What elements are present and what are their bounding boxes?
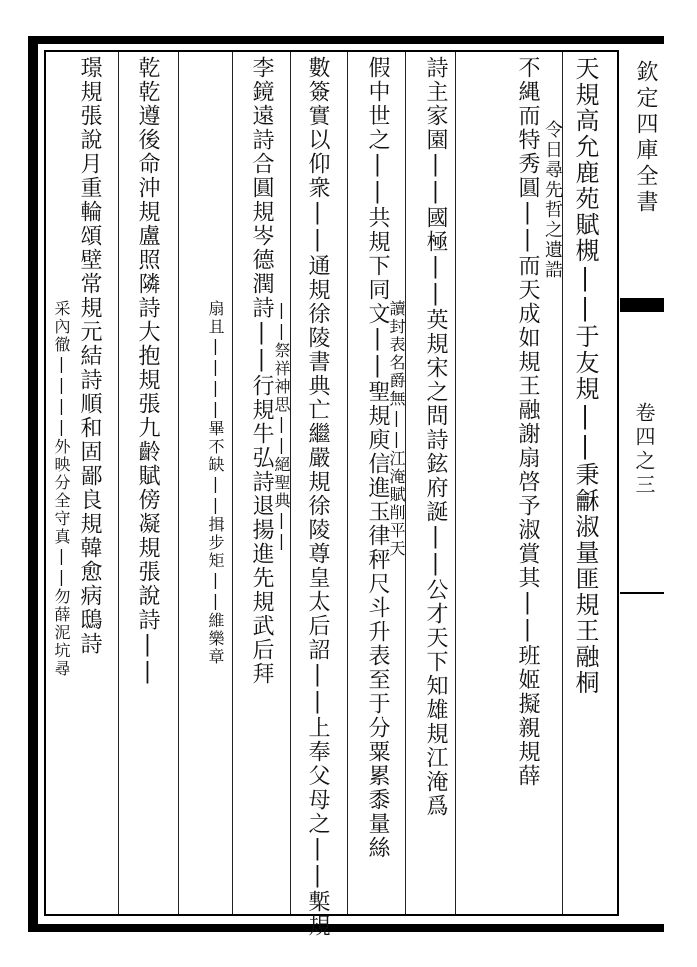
- text-column-2: 令日尋先哲之遺誥: [542, 120, 563, 280]
- book-title: 欽定四庫全書: [633, 60, 658, 216]
- frame-border-bottom: [28, 924, 664, 932]
- column-rule: [347, 52, 348, 914]
- text-column-10: 扇且||||畢不缺||揖步矩||維樂章: [206, 300, 225, 666]
- fishtail-mark: [620, 298, 664, 312]
- frame-border-left: [28, 36, 38, 932]
- text-column-14: 采內徹||||外映分全守真||勿薛泥坑尋: [52, 300, 71, 678]
- column-rule: [232, 52, 233, 914]
- text-column-6: 讀封表名爵無||江淹賦削平天: [387, 300, 406, 558]
- text-column-11: 乾乾遵後命沖規盧照隣詩大抱規張九齡賦傍凝規張說詩||: [135, 56, 160, 686]
- text-column-7: 數簽實以仰衆||通規徐陵書典亡繼嚴規徐陵尊皇太后詔||上奉父母之||槧規: [305, 56, 330, 938]
- text-column-5: 假中世之||共規下同文||聖規庾信進玉律秤尺斗升表至于分粟累黍量絲: [365, 56, 390, 860]
- text-column-8: ||祭祥神思||絕聖典||: [272, 300, 291, 552]
- margin-divider: [620, 592, 664, 594]
- inner-border-right: [617, 50, 619, 916]
- text-column-1: 天規高允鹿苑賦槻||于友規||秉龢淑量匪規王融桐: [571, 56, 599, 696]
- inner-border-top: [44, 50, 619, 52]
- column-rule: [118, 52, 119, 914]
- text-column-13: 璟規張說月重輪頌壁常規元結詩順和固鄙良規韓愈病鴟詩: [77, 56, 102, 656]
- text-column-3: 不縄而特秀圓||而天成如規王融謝扇啓予淑賞其||班姬擬親規薛: [515, 56, 540, 788]
- text-column-9: 李鏡遠詩合圓規岑德潤詩||行規牛弘詩退揚進先規武后拜: [249, 56, 274, 686]
- inner-border-left: [44, 50, 46, 916]
- volume-label: 卷四之三: [632, 402, 656, 498]
- column-rule: [178, 52, 179, 914]
- text-column-4: 詩主家園||國極||英規宋之問詩鉉府誕||公才天下知雄規江淹爲: [423, 56, 448, 818]
- column-rule: [455, 52, 456, 914]
- frame-border-top: [28, 36, 664, 44]
